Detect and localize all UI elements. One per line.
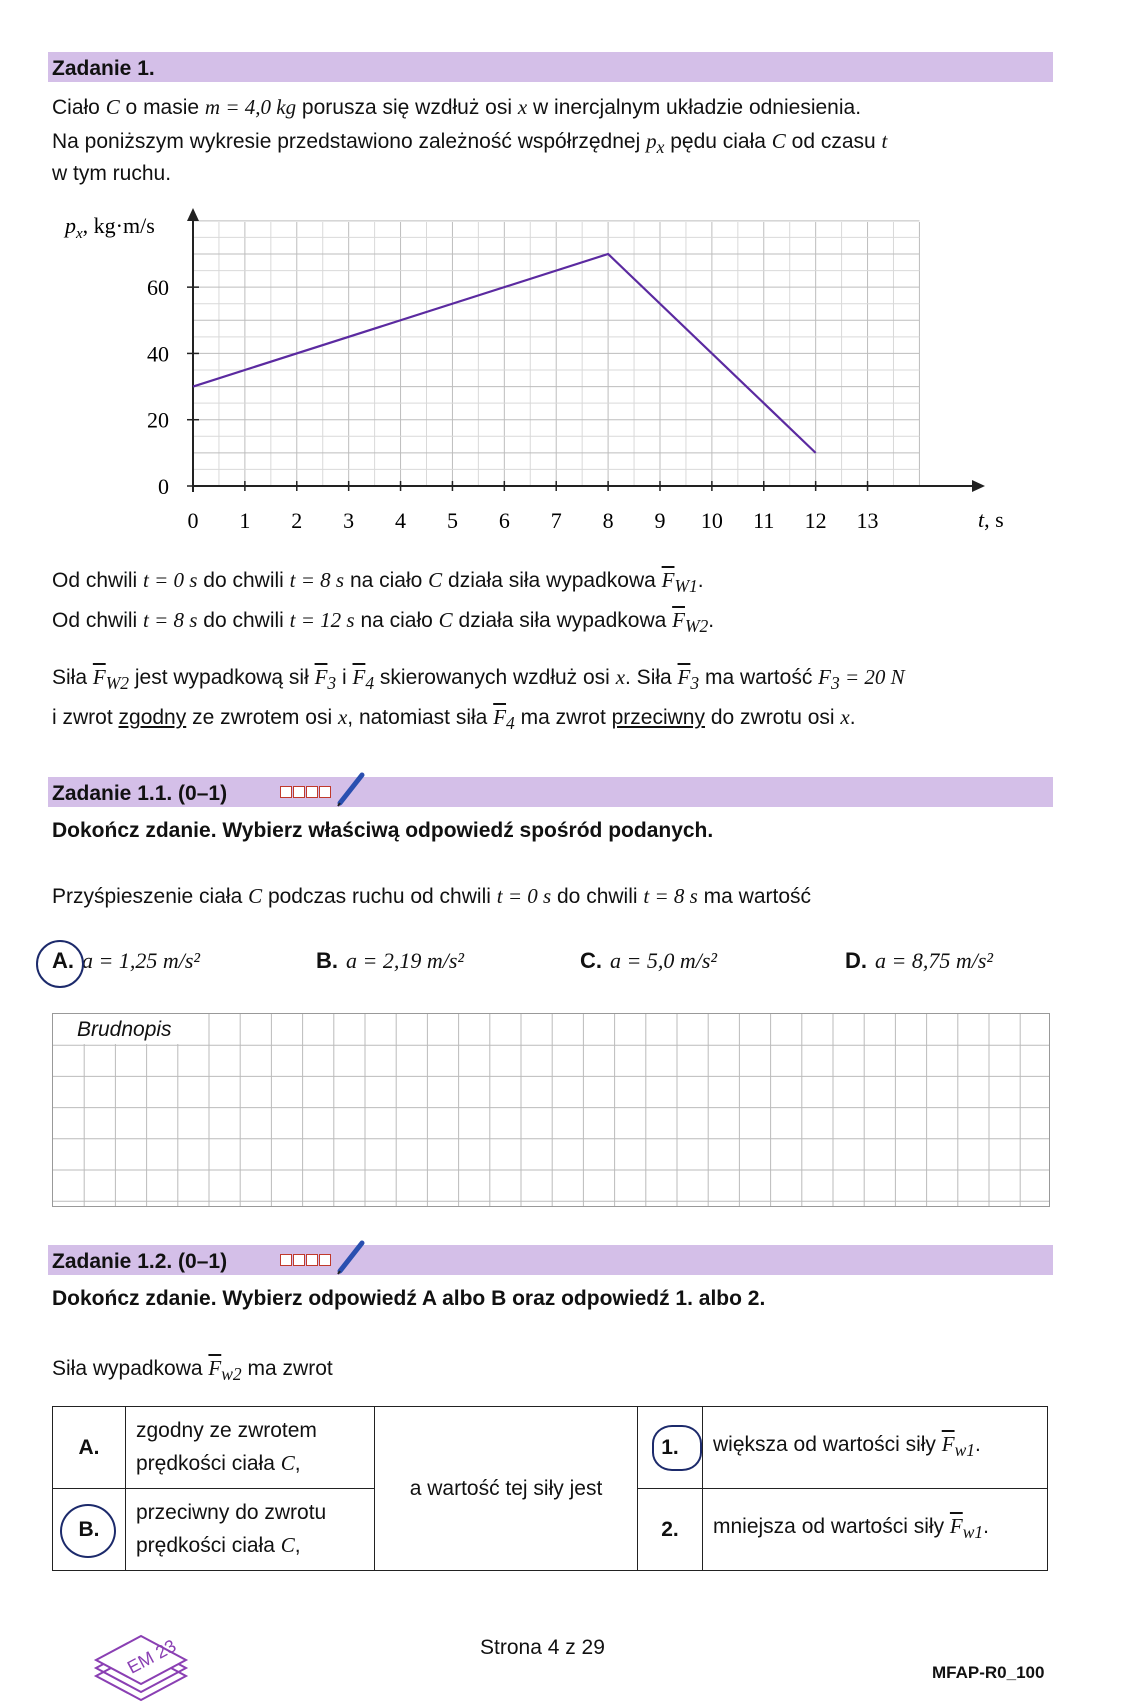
pencil-icon — [336, 771, 368, 807]
cke-logo-icon — [86, 1628, 196, 1704]
task12-instruction: Dokończ zdanie. Wybierz odpowiedź A albo B oraz odpowiedź 1. albo 2. — [52, 1287, 766, 1310]
task11-instruction: Dokończ zdanie. Wybierz właściwą odpowiedź spośród podanych. — [52, 819, 714, 842]
force-w1-line: Od chwili t = 0 s do chwili t = 8 s na ciało C działa siła wypadkowa $\overline{F}_{W1}$. — [52, 568, 704, 597]
forces-paragraph-line1: Siła $\overline{F}_{W2}$ jest wypadkową sił $\overline{F}_3$ i $\overline{F}_4$ skierowanych wzdłuż osi x. Siła $\overline{F}_3$ ma wartość $F_3 = 20$ N — [52, 665, 905, 694]
chart-ticks — [147, 275, 879, 533]
row-2-text[interactable]: mniejsza od wartości siły $\overline{F}_{w1}$. — [703, 1489, 1048, 1571]
middle-cell: a wartość tej siły jest — [375, 1407, 638, 1571]
task12-stem: Siła wypadkowa $\overline{F}_{w2}$ ma zwrot — [52, 1356, 333, 1385]
y-tick-label: 20 — [147, 407, 169, 433]
score-boxes-icon — [280, 1253, 336, 1269]
score-boxes-icon — [280, 785, 336, 801]
row-a-text[interactable]: zgodny ze zwrotem prędkości ciała C, — [126, 1407, 375, 1489]
row-b-circle-mark — [60, 1504, 116, 1558]
scratch-label: Brudnopis — [77, 1018, 172, 1041]
chart-xlabel: t, s — [978, 507, 1004, 532]
row-a-letter[interactable]: A. — [53, 1407, 126, 1489]
forces-paragraph-line2: i zwrot zgodny ze zwrotem osi x, natomiast siła $\overline{F}_4$ ma zwrot przeciwny do zwrotu osi x. — [52, 705, 856, 734]
y-axis-arrow — [187, 208, 199, 221]
task11-stem: Przyśpieszenie ciała C podczas ruchu od chwili t = 0 s do chwili t = 8 s ma wartość — [52, 884, 812, 908]
option-c[interactable]: C. a = 5,0 m/s² — [580, 948, 718, 973]
row-1-circle-mark — [652, 1425, 702, 1471]
task12-title: Zadanie 1.2. (0–1) — [52, 1250, 228, 1273]
x-tick-label: 5 — [446, 508, 458, 533]
x-tick-label: 0 — [187, 508, 199, 533]
x-tick-label: 7 — [550, 508, 562, 533]
task1-intro-line3: w tym ruchu. — [52, 162, 172, 185]
row-b-letter[interactable]: B. — [53, 1489, 126, 1571]
force-w2-line: Od chwili t = 8 s do chwili t = 12 s na ciało C działa siła wypadkowa $\overline{F}_{W2}$. — [52, 608, 715, 637]
option-a[interactable]: A. a = 1,25 m/s² — [52, 948, 201, 973]
task1-intro-line2: Na poniższym wykresie przedstawiono zależność współrzędnej $p_x$ pędu ciała C od czasu t — [52, 129, 888, 158]
y-tick-label: 60 — [147, 275, 169, 301]
task12-answer-table — [52, 1406, 1048, 1571]
x-tick-label: 8 — [602, 508, 614, 533]
page-number: Strona 4 z 29 — [480, 1636, 605, 1659]
task1-title: Zadanie 1. — [52, 57, 155, 80]
x-tick-label: 12 — [804, 508, 827, 533]
task1-header-band — [48, 52, 1053, 82]
row-1-text[interactable]: większa od wartości siły $\overline{F}_{w1}$. — [703, 1407, 1048, 1489]
row-b-text[interactable]: przeciwny do zwrotu prędkości ciała C, — [126, 1489, 375, 1571]
row-2-number[interactable]: 2. — [638, 1489, 703, 1571]
x-tick-label: 10 — [700, 508, 723, 533]
x-tick-label: 6 — [498, 508, 510, 533]
row-1-number[interactable]: 1. — [638, 1407, 703, 1489]
svg-text:EM 23: EM 23 — [124, 1635, 180, 1678]
task1-intro-line1: Ciało C o masie m = 4,0 kg porusza się wzdłuż osi x w inercjalnym układzie odniesienia. — [52, 95, 862, 119]
y-tick-label: 40 — [147, 341, 169, 367]
scratch-area[interactable] — [52, 1013, 1050, 1207]
option-d[interactable]: D. a = 8,75 m/s² — [845, 948, 994, 973]
option-a-circle-mark — [36, 940, 84, 988]
task12-header-band — [48, 1245, 1053, 1275]
task11-header-band — [48, 777, 1053, 807]
x-tick-label: 4 — [395, 508, 407, 533]
x-tick-label: 9 — [654, 508, 666, 533]
x-tick-label: 2 — [291, 508, 303, 533]
task11-options — [0, 948, 1141, 988]
momentum-time-chart — [0, 200, 1141, 550]
exam-code: MFAP-R0_100 — [932, 1663, 1045, 1682]
x-tick-label: 13 — [856, 508, 879, 533]
x-tick-label: 11 — [753, 508, 775, 533]
x-tick-label: 1 — [239, 508, 251, 533]
x-tick-label: 3 — [343, 508, 355, 533]
pencil-icon — [336, 1239, 368, 1275]
y-tick-label: 0 — [158, 474, 169, 499]
chart-grid — [193, 221, 919, 486]
x-axis-arrow — [972, 480, 985, 492]
task11-title: Zadanie 1.1. (0–1) — [52, 782, 228, 805]
option-b[interactable]: B. a = 2,19 m/s² — [316, 948, 465, 973]
chart-ylabel: $p_x$, kg·m/s — [65, 213, 155, 242]
